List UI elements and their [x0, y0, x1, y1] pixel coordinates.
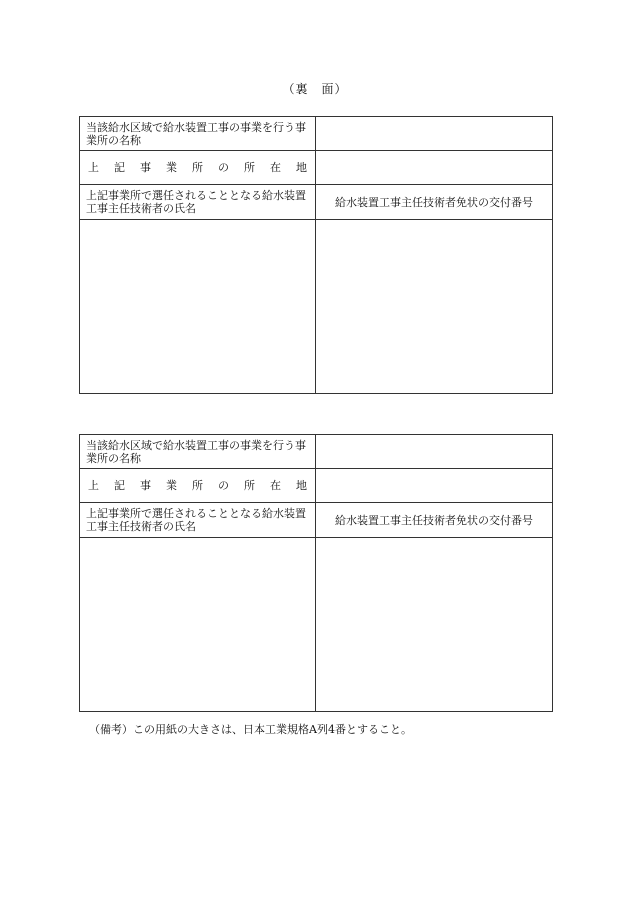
page-title: （裏 面）	[282, 82, 348, 96]
office-name-row	[80, 117, 553, 151]
office-location-field[interactable]	[316, 151, 553, 185]
office-location-label-text: 上 記 事 業 所 の 所 在 地	[88, 161, 307, 174]
technician-entry-row	[80, 220, 553, 394]
office-name-field[interactable]	[316, 117, 553, 151]
certificate-number-field[interactable]	[316, 538, 553, 712]
certificate-number-label: 給水装置工事主任技術者免状の交付番号	[316, 503, 553, 538]
office-location-label-text: 上 記 事 業 所 の 所 在 地	[88, 479, 307, 492]
office-name-row	[80, 435, 553, 469]
office-location-label	[80, 151, 316, 185]
office-registration-table-2	[79, 434, 553, 712]
office-name-label: 当該給水区域で給水装置工事の事業を行う事業所の名称	[80, 117, 316, 151]
office-location-field[interactable]	[316, 469, 553, 503]
office-location-label	[80, 469, 316, 503]
office-name-field[interactable]	[316, 435, 553, 469]
technician-name-field[interactable]	[80, 538, 316, 712]
technician-header-row	[80, 503, 553, 538]
remarks-note: （備考）この用紙の大きさは、日本工業規格A列4番とすること。	[89, 723, 412, 736]
office-location-row	[80, 469, 553, 503]
technician-name-label: 上記事業所で選任されることとなる給水装置工事主任技術者の氏名	[80, 503, 316, 538]
office-name-label: 当該給水区域で給水装置工事の事業を行う事業所の名称	[80, 435, 316, 469]
office-registration-table-1	[79, 116, 553, 394]
certificate-number-label: 給水装置工事主任技術者免状の交付番号	[316, 185, 553, 220]
technician-entry-row	[80, 538, 553, 712]
technician-name-field[interactable]	[80, 220, 316, 394]
technician-name-label: 上記事業所で選任されることとなる給水装置工事主任技術者の氏名	[80, 185, 316, 220]
certificate-number-field[interactable]	[316, 220, 553, 394]
technician-header-row	[80, 185, 553, 220]
office-location-row	[80, 151, 553, 185]
